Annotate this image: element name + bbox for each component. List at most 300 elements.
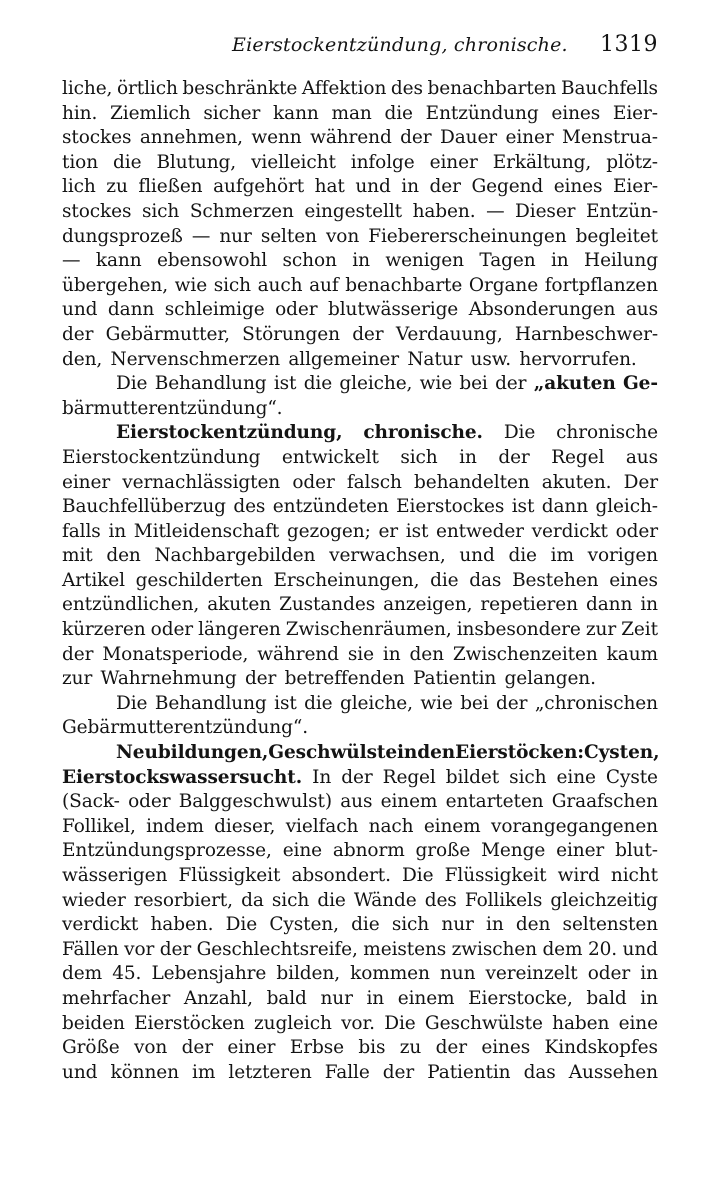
word: beiden <box>62 1012 125 1034</box>
word: örtlich <box>116 78 178 99</box>
word: gezogen; <box>286 520 371 542</box>
word: blutwässerige <box>328 299 459 321</box>
text-line <box>62 889 658 914</box>
word: benachbarte <box>345 274 463 296</box>
word: zu <box>106 176 128 198</box>
word: dann <box>585 594 633 616</box>
word: von <box>133 1037 168 1059</box>
word: Störungen <box>242 323 340 345</box>
text-line <box>62 987 658 1012</box>
word: Follikels <box>464 889 543 911</box>
word: bei <box>459 373 488 395</box>
word: sicher <box>203 102 261 124</box>
word: mehrfacher <box>62 987 171 1009</box>
word: einer <box>62 471 111 493</box>
word: man <box>331 102 372 124</box>
word: die <box>303 373 333 395</box>
text-line <box>62 151 658 176</box>
text-line <box>62 1036 658 1061</box>
word: der <box>352 323 384 345</box>
word: die <box>430 569 459 591</box>
word: Erbse <box>289 1037 344 1059</box>
text-line <box>62 593 658 618</box>
text-line <box>62 544 658 569</box>
word: wenn <box>251 127 302 149</box>
word: stockes <box>62 200 132 222</box>
word: blut- <box>615 840 658 862</box>
word: oder <box>150 619 194 641</box>
word: lich <box>62 176 96 198</box>
word: Entzün- <box>585 200 658 222</box>
word: infolge <box>350 151 415 173</box>
text-line <box>62 643 658 668</box>
text-line <box>62 323 658 348</box>
word: oder <box>292 471 335 493</box>
word: hat <box>314 176 345 198</box>
word: bis <box>358 1037 386 1059</box>
word: geschilderten <box>135 569 263 591</box>
word: das <box>523 1061 556 1083</box>
word: Wände <box>353 889 417 911</box>
word: und <box>459 545 495 567</box>
word: ebensowohl <box>156 250 268 272</box>
word: Eierstöcken <box>134 1012 245 1034</box>
word: können <box>110 1061 179 1083</box>
word: dem <box>62 963 103 985</box>
word: Erkältung, <box>492 151 592 173</box>
word: sich <box>391 914 430 936</box>
word: Monatsperiode, <box>102 643 249 665</box>
word: gleiche, <box>339 692 413 714</box>
word: Gebärmutterentzündung“. <box>62 717 308 739</box>
word: absondert. <box>291 865 391 886</box>
word: repetieren <box>480 594 578 616</box>
word: sich <box>213 274 251 296</box>
word: kommen <box>350 963 430 985</box>
word: liche, <box>62 78 113 99</box>
text-line <box>62 864 658 889</box>
word: eine <box>556 766 596 788</box>
word: der <box>498 446 530 468</box>
word: plötz- <box>606 151 658 173</box>
word: dieser, <box>214 815 276 837</box>
word: wie <box>420 692 453 714</box>
word: Cyste <box>605 766 658 788</box>
text-line <box>62 716 658 741</box>
text-line <box>62 372 658 397</box>
word: oder <box>615 520 658 542</box>
word: eines <box>553 176 603 198</box>
text-line <box>62 102 658 127</box>
word: dann <box>107 299 155 321</box>
word: Dauer <box>439 127 498 149</box>
word: der <box>429 176 461 198</box>
word: wieder <box>62 889 126 911</box>
word: hin. <box>62 102 98 124</box>
text-line <box>62 692 658 717</box>
word: Patientin <box>427 1061 511 1083</box>
word: einem <box>423 815 481 837</box>
word: eine <box>282 840 323 862</box>
word: vor <box>124 938 155 960</box>
word: Eierstockes <box>396 496 505 518</box>
word: im <box>192 1061 216 1083</box>
word: eine <box>618 1012 658 1034</box>
text-line <box>62 1012 658 1037</box>
word: entarteten <box>445 791 544 813</box>
word: Eier- <box>612 102 658 124</box>
word: Fällen <box>62 938 119 960</box>
text-line <box>62 175 658 200</box>
word: oder <box>275 299 318 321</box>
word: Bestehen <box>512 569 599 591</box>
word: die <box>304 692 333 714</box>
word: Mitleidenschaft <box>133 520 280 542</box>
word: Affektion <box>301 78 387 99</box>
word: sich <box>400 446 438 468</box>
word: Eierstockentzündung <box>62 446 261 468</box>
word: der <box>62 323 94 345</box>
word: verwachsen, <box>329 545 446 567</box>
text-line <box>62 421 658 446</box>
word: wenigen <box>385 250 464 272</box>
word: nach <box>368 815 414 837</box>
word: zur <box>585 619 617 641</box>
word: sich <box>509 766 547 788</box>
word: den <box>515 914 551 936</box>
word: aus <box>625 299 658 321</box>
word: bilden, <box>276 963 340 985</box>
word: von <box>325 225 360 247</box>
text-line <box>62 839 658 864</box>
word: Graafschen <box>551 791 658 813</box>
word: Zwischenzeiten <box>452 643 598 665</box>
word: vorigen <box>587 545 658 567</box>
page-header <box>62 30 658 64</box>
word: fortpflanzen <box>544 274 658 296</box>
word: er <box>378 520 399 542</box>
word: des <box>233 496 266 518</box>
word: Die <box>116 692 148 714</box>
word: Lebensjahre <box>151 963 267 985</box>
word: annehmen, <box>139 127 243 149</box>
word: im <box>550 545 574 567</box>
text-line <box>62 274 658 299</box>
word: chronische. <box>363 422 483 444</box>
word: Geschwülste <box>268 742 397 764</box>
word: dungsprozeß <box>62 225 183 247</box>
word: den <box>409 643 444 665</box>
word: der <box>159 938 192 960</box>
word: die <box>113 151 142 173</box>
word: indem <box>146 815 204 837</box>
word: entzündeten <box>272 496 389 518</box>
word: Neubildungen, <box>116 742 269 764</box>
word: der <box>62 643 94 665</box>
word: gleich- <box>595 496 658 518</box>
word: entwickelt <box>281 446 379 468</box>
word: in <box>366 987 385 1009</box>
word: Falle <box>324 1061 370 1083</box>
text-line <box>62 790 658 815</box>
word: — <box>191 225 211 247</box>
word: Artikel <box>62 569 125 591</box>
word: „chronischen <box>534 692 658 714</box>
word: vorangegangenen <box>490 815 658 837</box>
word: akuten. <box>541 471 612 493</box>
word: den, <box>62 348 103 370</box>
word: nun <box>439 963 476 985</box>
word: Bauchfells <box>561 78 658 99</box>
word: nur <box>219 225 252 247</box>
word: Balggeschwulst) <box>178 791 332 813</box>
word: den <box>417 742 456 764</box>
text-line <box>62 225 658 250</box>
word: Bauchfellüberzug <box>62 496 226 518</box>
word: übergehen, <box>62 274 168 296</box>
word: vereinzelt <box>485 963 578 985</box>
word: in <box>108 520 127 542</box>
word: meistens <box>363 938 447 960</box>
word: Follikel, <box>62 815 136 837</box>
word: Zwischenräumen, <box>285 619 452 641</box>
word: falls <box>62 520 101 542</box>
word: bald <box>266 987 307 1009</box>
word: Gegend <box>471 176 544 198</box>
text-line <box>62 77 658 102</box>
word: bald <box>586 987 627 1009</box>
word: bildet <box>445 766 500 788</box>
word: den <box>106 545 141 567</box>
word: wässerigen <box>62 865 168 886</box>
word: betreffenden <box>284 668 405 690</box>
word: gleiche, <box>339 373 413 395</box>
word: letzteren <box>228 1061 312 1083</box>
word: und <box>62 1061 98 1083</box>
word: Cysten, <box>584 742 660 764</box>
word: in <box>640 963 658 985</box>
word: da <box>241 889 264 911</box>
word: in <box>486 914 504 936</box>
word: Natur <box>407 348 463 370</box>
word: Der <box>623 471 658 493</box>
word: Zeit <box>621 619 658 641</box>
text-line <box>62 495 658 520</box>
word: Behandlung <box>154 373 267 395</box>
word: die <box>384 102 413 124</box>
word: vielfach <box>285 815 359 837</box>
word: die <box>508 545 537 567</box>
word: Größe <box>62 1037 120 1059</box>
word: stockes <box>62 127 132 149</box>
word: usw. <box>470 348 512 370</box>
word: zwischen <box>451 938 537 960</box>
word: Flüssigkeit <box>444 865 547 886</box>
running-title: Eierstockentzündung, chronische. <box>232 34 568 56</box>
word: insbesondere <box>456 619 581 641</box>
word: vor. <box>341 1012 375 1034</box>
word: wird <box>557 865 600 886</box>
word: eines <box>551 102 601 124</box>
text-line <box>62 962 658 987</box>
page-number: 1319 <box>600 32 658 57</box>
word: kaum <box>606 643 658 665</box>
text-line <box>62 249 658 274</box>
word: wie <box>419 373 453 395</box>
word: chronische <box>556 422 658 444</box>
word: Regel <box>551 446 605 468</box>
word: vernachlässigten <box>122 471 281 493</box>
word: Geschlechtsreife, <box>196 938 358 960</box>
word: Eierstöcken: <box>455 742 585 764</box>
text-line <box>62 766 658 791</box>
word: einer <box>556 840 605 862</box>
word: aus <box>625 446 658 468</box>
word: aus <box>340 791 373 813</box>
word: in <box>550 250 569 272</box>
word: nur <box>320 987 353 1009</box>
word: Schmerzen <box>189 200 294 222</box>
word: in <box>459 446 477 468</box>
word: gleichzeitig <box>550 889 658 911</box>
text-line <box>62 569 658 594</box>
text-line <box>62 298 658 323</box>
word: Cysten, <box>269 914 339 936</box>
word: entweder <box>436 520 524 542</box>
word: während <box>310 127 392 149</box>
word: allgemeiner <box>288 348 399 370</box>
word: hervorrufen. <box>519 348 637 370</box>
text-line <box>62 397 658 422</box>
word: Eierstockentzündung, <box>116 422 343 444</box>
word: bei <box>460 692 489 714</box>
word: behandelten <box>414 471 530 493</box>
text-line <box>62 667 658 692</box>
word: gelangen. <box>504 668 596 690</box>
word: begleitet <box>575 225 658 247</box>
word: Aussehen <box>568 1061 658 1083</box>
word: auch <box>257 274 303 296</box>
word: Ge- <box>622 373 658 395</box>
word: kann <box>95 250 142 272</box>
word: eingestellt <box>304 200 402 222</box>
word: ist <box>405 520 429 542</box>
text-line <box>62 913 658 938</box>
word: der <box>400 127 432 149</box>
word: Eierstockswassersucht. <box>62 766 303 788</box>
word: der <box>382 1061 415 1083</box>
word: Eier- <box>613 176 658 198</box>
word: eines <box>609 569 658 591</box>
word: sie <box>347 643 374 665</box>
word: bärmutterentzündung“. <box>62 397 283 419</box>
word: ist <box>273 373 297 395</box>
word: Eierstocke, <box>468 987 573 1009</box>
word: Gebärmutter, <box>105 323 230 345</box>
word: auf <box>309 274 339 296</box>
word: abnorm <box>332 840 405 862</box>
word: und <box>355 176 391 198</box>
word: — <box>62 250 81 272</box>
word: Organe <box>468 274 539 296</box>
word: des <box>390 78 423 99</box>
word: in <box>640 594 658 616</box>
word: falsch <box>346 471 402 493</box>
word: einem <box>397 987 455 1009</box>
text-line <box>62 348 658 373</box>
word: selten <box>260 225 317 247</box>
word: oder <box>587 963 631 985</box>
word: in <box>397 742 418 764</box>
word: verdickt <box>62 914 139 936</box>
word: Zustandes <box>279 594 376 616</box>
text-line <box>62 520 658 545</box>
word: der <box>495 373 527 395</box>
word: eines <box>481 1037 531 1059</box>
word: — <box>486 200 505 222</box>
word: in <box>352 250 370 272</box>
word: einer <box>505 127 554 149</box>
word: entzündlichen, <box>62 594 200 616</box>
word: das <box>469 569 502 591</box>
word: aufgehört <box>213 176 305 198</box>
word: in <box>640 987 658 1009</box>
text-line <box>62 741 658 766</box>
word: einer <box>429 151 478 173</box>
word: „akuten <box>533 373 616 395</box>
word: Verdauung, <box>395 323 503 345</box>
word: 45. <box>112 963 142 985</box>
word: vielleicht <box>251 151 336 173</box>
text-line <box>62 938 658 963</box>
word: verdickt <box>531 520 608 542</box>
word: seltensten <box>562 914 658 936</box>
word: Entzündungsprozesse, <box>62 840 272 862</box>
word: anzeigen, <box>383 594 473 616</box>
word: Fiebererscheinungen <box>368 225 567 247</box>
word: resorbiert, <box>133 889 233 911</box>
word: haben <box>552 1012 610 1034</box>
word: tion <box>62 151 99 173</box>
word: Die <box>384 1012 416 1034</box>
word: die <box>317 889 346 911</box>
word: In <box>312 766 332 788</box>
word: einem <box>380 791 438 813</box>
word: ist <box>511 496 535 518</box>
word: akuten <box>207 594 272 616</box>
word: Entzündung <box>425 102 539 124</box>
word: oder <box>128 791 171 813</box>
word: Die <box>225 914 258 936</box>
word: Patientin <box>413 668 497 690</box>
word: der <box>341 766 373 788</box>
text-line <box>62 618 658 643</box>
word: der <box>435 1037 467 1059</box>
word: Harnbeschwer- <box>514 323 658 345</box>
word: Die <box>402 865 434 886</box>
word: wie <box>174 274 208 296</box>
word: Menge <box>481 840 546 862</box>
word: benachbarten <box>427 78 557 99</box>
word: beschränkte <box>182 78 298 99</box>
word: zugleich <box>254 1012 332 1034</box>
word: haben. <box>150 914 214 936</box>
word: Anzahl, <box>183 987 253 1009</box>
word: der <box>244 668 277 690</box>
text-line <box>62 446 658 471</box>
text-line <box>62 126 658 151</box>
word: während <box>257 643 339 665</box>
